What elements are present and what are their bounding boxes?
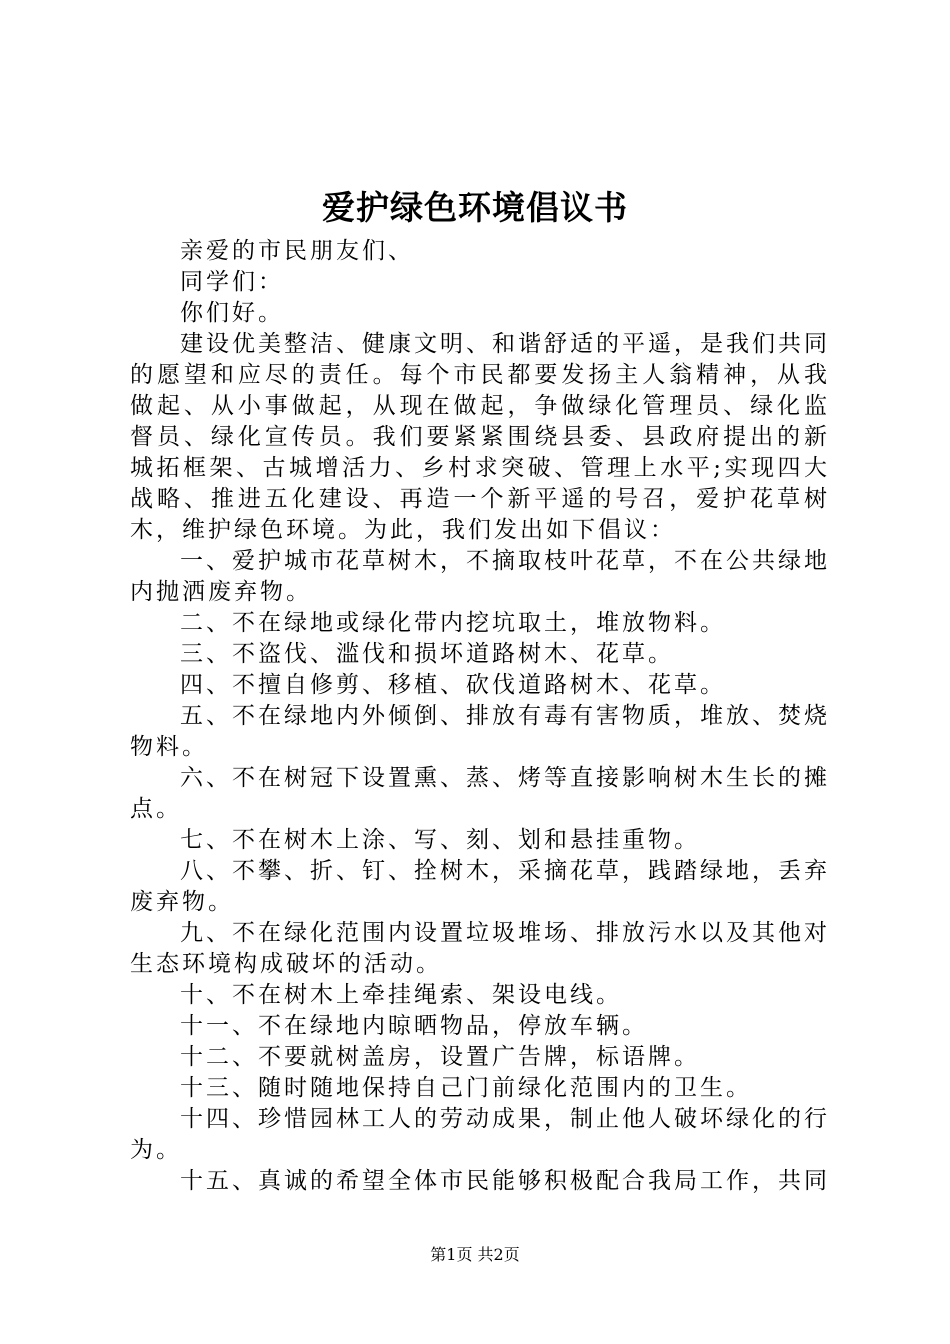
proposal-item: 十四、珍惜园林工人的劳动成果，制止他人破坏绿化的行为。: [130, 1106, 830, 1163]
proposal-item: 六、不在树冠下设置熏、蒸、烤等直接影响树木生长的摊点。: [130, 765, 830, 822]
proposal-item: 十、不在树木上牵挂绳索、架设电线。: [180, 982, 622, 1008]
proposal-item: 七、不在树木上涂、写、刻、划和悬挂重物。: [180, 827, 700, 853]
salutation-line: 同学们：: [180, 269, 284, 295]
proposal-item: 九、不在绿化范围内设置垃圾堆场、排放污水以及其他对生态环境构成破坏的活动。: [130, 920, 830, 977]
intro-paragraph: 建设优美整洁、健康文明、和谐舒适的平遥，是我们共同的愿望和应尽的责任。每个市民都要发扬主人翁精神，从我做起、从小事做起，从现在做起，争做绿化管理员、绿化监督员、绿化宣传员。我们要紧紧围绕县委、县政府提出的新城拓框架、古城增活力、乡村求突破、管理上水平;实现四大战略、推进五化建设、再造一个新平遥的号召，爱护花草树木，维护绿色环境。为此，我们发出如下倡议：: [130, 331, 830, 543]
proposal-item: 四、不擅自修剪、移植、砍伐道路树木、花草。: [180, 672, 726, 698]
proposal-item: 二、不在绿地或绿化带内挖坑取土，堆放物料。: [180, 610, 726, 636]
proposal-item: 十一、不在绿地内晾晒物品，停放车辆。: [180, 1013, 648, 1039]
proposal-item: 五、不在绿地内外倾倒、排放有毒有害物质，堆放、焚烧物料。: [130, 703, 830, 760]
proposal-item: 十五、真诚的希望全体市民能够积极配合我局工作，共同: [180, 1168, 830, 1194]
page-number-footer: 第1页 共2页: [430, 1245, 520, 1264]
proposal-item: 十二、不要就树盖房，设置广告牌，标语牌。: [180, 1044, 700, 1070]
salutation-line: 亲爱的市民朋友们、: [180, 238, 414, 264]
proposal-item: 十三、随时随地保持自己门前绿化范围内的卫生。: [180, 1075, 752, 1101]
greeting-line: 你们好。: [180, 300, 284, 326]
document-title: 爱护绿色环境倡议书: [322, 188, 628, 227]
proposal-item: 三、不盗伐、滥伐和损坏道路树木、花草。: [180, 641, 674, 667]
proposal-item: 一、爱护城市花草树木，不摘取枝叶花草，不在公共绿地内抛洒废弃物。: [130, 548, 830, 605]
document-body: [130, 236, 830, 1197]
proposal-item: 八、不攀、折、钉、拴树木，采摘花草，践踏绿地，丢弃废弃物。: [130, 858, 830, 915]
